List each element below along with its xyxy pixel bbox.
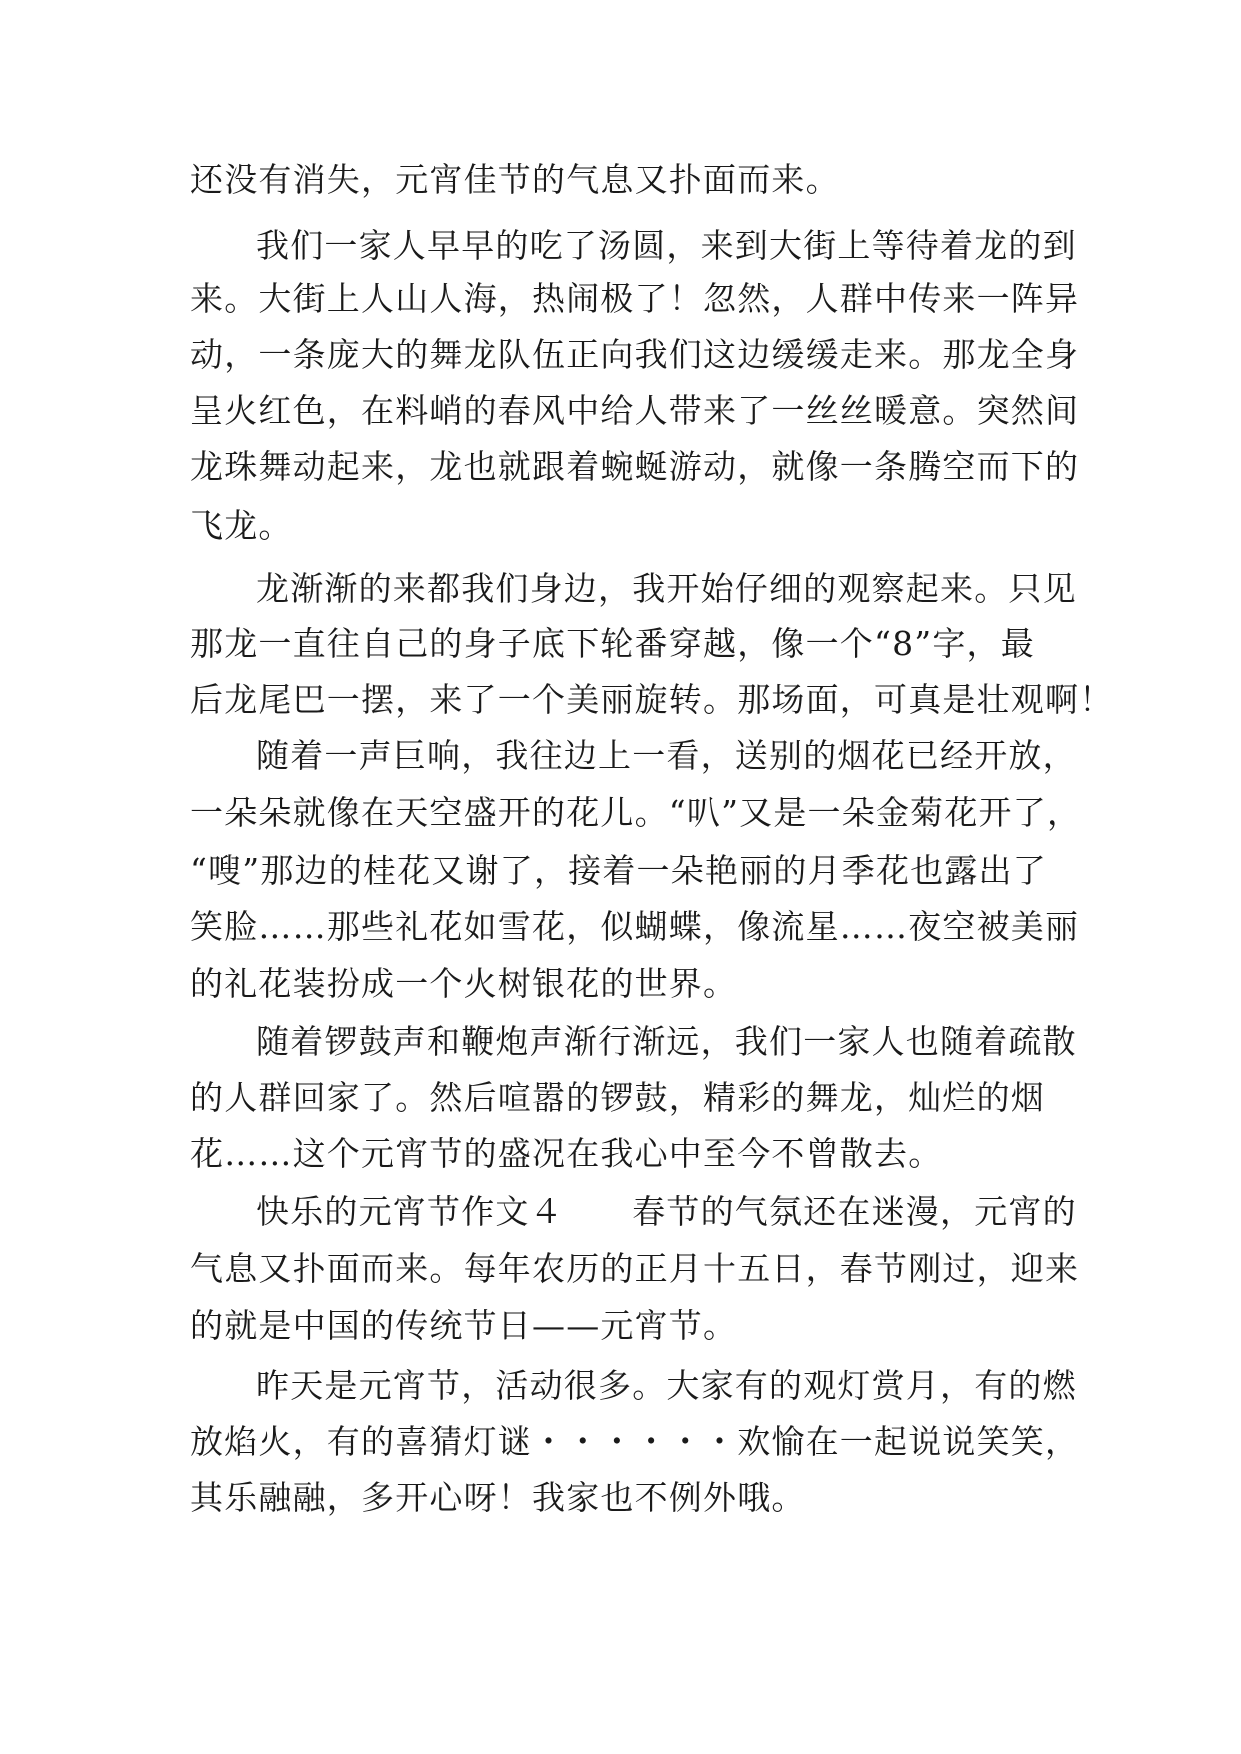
text-line: 的就是中国的传统节日——元宵节。 [190,1306,738,1345]
text-line: 后龙尾巴一摆，来了一个美丽旋转。那场面，可真是壮观啊！ [190,680,1114,719]
text-line: 气息又扑面而来。每年农历的正月十五日，春节刚过，迎来 [190,1249,1080,1288]
text-line: 的人群回家了。然后喧嚣的锣鼓，精彩的舞龙，灿烂的烟 [190,1078,1045,1117]
text-line: 其乐融融，多开心呀！我家也不例外哦。 [190,1478,806,1517]
text-line: 放焰火，有的喜猜灯谜・・・・・・欢愉在一起说说笑笑， [190,1422,1080,1461]
text-line: 快乐的元宵节作文４ 春节的气氛还在迷漫，元宵的 [256,1192,1077,1231]
text-line: 动，一条庞大的舞龙队伍正向我们这边缓缓走来。那龙全身 [190,335,1080,374]
text-line: 那龙一直往自己的身子底下轮番穿越，像一个“8”字，最 [190,624,1035,663]
text-line: 一朵朵就像在天空盛开的花儿。“叭”又是一朵金菊花开了， [190,793,1082,832]
text-line: 我们一家人早早的吃了汤圆，来到大街上等待着龙的到 [256,226,1077,265]
text-line: “嗖”那边的桂花又谢了，接着一朵艳丽的月季花也露出了 [190,851,1047,890]
text-line: 还没有消失，元宵佳节的气息又扑面而来。 [190,160,840,199]
text-line: 飞龙。 [190,506,293,545]
text-line: 花……这个元宵节的盛况在我心中至今不曾散去。 [190,1134,943,1173]
text-line: 呈火红色，在料峭的春风中给人带来了一丝丝暖意。突然间 [190,391,1080,430]
text-line: 来。大街上人山人海，热闹极了！忽然，人群中传来一阵异 [190,279,1080,318]
text-line: 随着一声巨响，我往边上一看，送别的烟花已经开放， [256,736,1077,775]
text-line: 随着锣鼓声和鞭炮声渐行渐远，我们一家人也随着疏散 [256,1022,1077,1061]
text-line: 龙珠舞动起来，龙也就跟着蜿蜒游动，就像一条腾空而下的 [190,447,1080,486]
text-line: 龙渐渐的来都我们身边，我开始仔细的观察起来。只见 [256,569,1077,608]
text-line: 笑脸……那些礼花如雪花，似蝴蝶，像流星……夜空被美丽 [190,907,1080,946]
text-line: 昨天是元宵节，活动很多。大家有的观灯赏月，有的燃 [256,1366,1077,1405]
text-line: 的礼花装扮成一个火树银花的世界。 [190,964,738,1003]
